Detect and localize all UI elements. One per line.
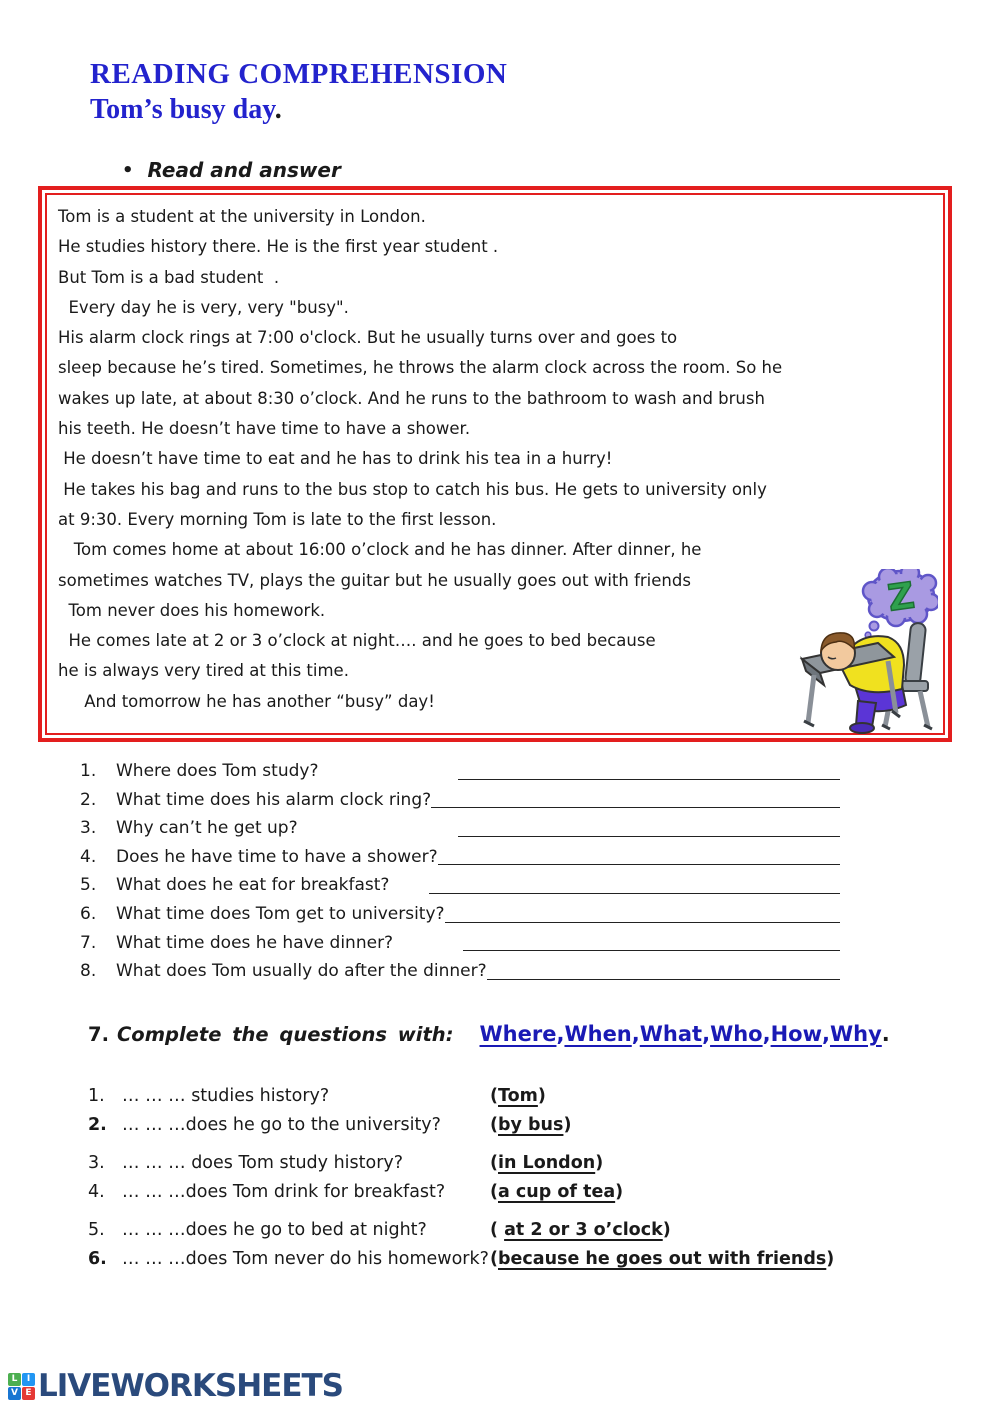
passage-line: wakes up late, at about 8:30 o’clock. And he runs to the bathroom to wash and brush bbox=[58, 388, 765, 408]
passage-line: He doesn’t have time to eat and he has to drink his tea in a hurry! bbox=[58, 449, 613, 469]
answer-blank[interactable] bbox=[438, 863, 840, 865]
passage-line: But Tom is a bad student . bbox=[58, 267, 280, 287]
paren-close: ) bbox=[662, 1220, 671, 1240]
exercise7-heading bbox=[88, 1022, 890, 1046]
question-row bbox=[80, 900, 840, 929]
option-separator: , bbox=[556, 1022, 565, 1046]
logo-square-i: I bbox=[22, 1373, 35, 1386]
answer-hint: because he goes out with friends bbox=[498, 1249, 827, 1269]
question-number: 8. bbox=[80, 961, 97, 982]
answer-blank[interactable] bbox=[458, 778, 840, 780]
question-number: 7. bbox=[80, 932, 97, 953]
answer-hint: a cup of tea bbox=[498, 1182, 616, 1202]
question-text: What does he eat for breakfast? bbox=[116, 875, 390, 896]
logo-square-l: L bbox=[8, 1373, 21, 1386]
answer-hint: in London bbox=[498, 1153, 596, 1173]
bullet-icon: • bbox=[122, 159, 134, 181]
fill-in-row bbox=[88, 1245, 948, 1274]
paren-open: ( bbox=[490, 1249, 498, 1269]
fill-in-question[interactable]: … … …does Tom never do his homework? bbox=[122, 1249, 489, 1269]
liveworksheets-logo-icon bbox=[8, 1373, 35, 1400]
question-number: 5. bbox=[80, 875, 97, 896]
option-word-where: Where bbox=[479, 1022, 557, 1046]
option-separator: , bbox=[762, 1022, 771, 1046]
question-row bbox=[80, 814, 840, 843]
exercise7-label: Complete the questions with: bbox=[116, 1023, 454, 1046]
sleeping-student-illustration bbox=[798, 569, 938, 734]
fill-in-answer bbox=[490, 1111, 948, 1140]
page-title: READING COMPREHENSION bbox=[90, 58, 508, 90]
thought-bubble-icon bbox=[863, 569, 938, 638]
fill-in-answer bbox=[490, 1082, 948, 1111]
instruction-line bbox=[122, 158, 341, 182]
fill-in-row bbox=[88, 1216, 948, 1245]
fill-in-question[interactable]: … … …does he go to the university? bbox=[122, 1115, 441, 1135]
fill-in-row bbox=[88, 1111, 948, 1140]
fill-in-question[interactable]: … … … studies history? bbox=[122, 1086, 330, 1106]
question-number: 4. bbox=[80, 846, 97, 867]
fill-in-number: 6. bbox=[88, 1249, 107, 1269]
paren-open: ( bbox=[490, 1182, 498, 1202]
question-text: What does Tom usually do after the dinner? bbox=[116, 961, 487, 982]
answer-hint: by bus bbox=[498, 1115, 564, 1135]
question-number: 2. bbox=[80, 789, 97, 810]
fill-in-row bbox=[88, 1178, 948, 1207]
paren-open: ( bbox=[490, 1153, 498, 1173]
fill-in-number: 5. bbox=[88, 1220, 105, 1240]
question-text: What time does he have dinner? bbox=[116, 932, 394, 953]
passage-line: He takes his bag and runs to the bus stop to catch his bus. He gets to university only bbox=[58, 479, 767, 499]
passage-line: sometimes watches TV, plays the guitar but he usually goes out with friends bbox=[58, 570, 691, 590]
answer-blank[interactable] bbox=[458, 835, 840, 837]
passage-line: his teeth. He doesn’t have time to have a shower. bbox=[58, 419, 471, 439]
exercise7-list bbox=[88, 1082, 948, 1274]
fill-in-question[interactable]: … … …does he go to bed at night? bbox=[122, 1220, 427, 1240]
fill-in-number: 1. bbox=[88, 1086, 105, 1106]
answer-blank[interactable] bbox=[463, 949, 840, 951]
logo-square-e: E bbox=[22, 1387, 35, 1400]
question-row bbox=[80, 871, 840, 900]
option-word-what: What bbox=[639, 1022, 703, 1046]
fill-in-answer bbox=[490, 1149, 948, 1178]
option-period: . bbox=[881, 1022, 890, 1046]
option-separator: , bbox=[631, 1022, 640, 1046]
liveworksheets-logo[interactable] bbox=[8, 1368, 343, 1404]
passage-line: He studies history there. He is the first year student . bbox=[58, 237, 499, 257]
question-row bbox=[80, 843, 840, 872]
passage-line: Every day he is very, very "busy". bbox=[58, 297, 349, 317]
paren-close: ) bbox=[826, 1249, 835, 1269]
question-number: 3. bbox=[80, 818, 97, 839]
fill-in-number: 3. bbox=[88, 1153, 105, 1173]
fill-in-number: 2. bbox=[88, 1115, 107, 1135]
questions-section bbox=[80, 757, 840, 986]
fill-in-answer bbox=[490, 1178, 948, 1207]
fill-in-answer bbox=[490, 1245, 948, 1274]
question-row bbox=[80, 757, 840, 786]
paren-open: ( bbox=[490, 1086, 498, 1106]
paren-open: ( bbox=[490, 1115, 498, 1135]
paren-close: ) bbox=[595, 1153, 604, 1173]
option-word-how: How bbox=[770, 1022, 822, 1046]
paren-close: ) bbox=[615, 1182, 624, 1202]
fill-in-question[interactable]: … … …does Tom drink for breakfast? bbox=[122, 1182, 446, 1202]
passage-line: Tom is a student at the university in London. bbox=[58, 207, 426, 226]
student-head-shape bbox=[821, 633, 855, 670]
option-word-when: When bbox=[564, 1022, 632, 1046]
fill-in-question[interactable]: … … … does Tom study history? bbox=[122, 1153, 404, 1173]
passage-line: He comes late at 2 or 3 o’clock at night…. and he goes to bed because bbox=[58, 631, 656, 651]
answer-blank[interactable] bbox=[429, 892, 840, 894]
subtitle-period: . bbox=[274, 94, 282, 125]
question-text: Where does Tom study? bbox=[116, 761, 319, 781]
passage-line: sleep because he’s tired. Sometimes, he throws the alarm clock across the room. So he bbox=[58, 358, 783, 378]
passage-line: Tom comes home at about 16:00 o’clock and he has dinner. After dinner, he bbox=[58, 540, 702, 560]
question-number: 6. bbox=[80, 903, 97, 924]
fill-in-row bbox=[88, 1149, 948, 1178]
passage-line: he is always very tired at this time. bbox=[58, 661, 349, 681]
question-text: Does he have time to have a shower? bbox=[116, 846, 438, 867]
subtitle-text: Tom’s busy day bbox=[90, 94, 275, 125]
question-row bbox=[80, 929, 840, 958]
answer-blank[interactable] bbox=[445, 921, 840, 923]
reading-passage-box bbox=[38, 186, 952, 742]
question-text: What time does Tom get to university? bbox=[116, 903, 445, 924]
answer-hint: at 2 or 3 o’clock bbox=[504, 1220, 663, 1240]
question-text: Why can’t he get up? bbox=[116, 818, 298, 839]
paren-close: ) bbox=[563, 1115, 572, 1135]
question-text: What time does his alarm clock ring? bbox=[116, 789, 432, 810]
exercise7-number: 7. bbox=[88, 1023, 109, 1046]
logo-text: LIVEWORKSHEETS bbox=[38, 1368, 343, 1404]
paren-close: ) bbox=[537, 1086, 546, 1106]
question-row bbox=[80, 786, 840, 815]
answer-blank[interactable] bbox=[431, 806, 840, 808]
option-word-why: Why bbox=[829, 1022, 882, 1046]
question-number: 1. bbox=[80, 761, 97, 781]
option-separator: , bbox=[702, 1022, 711, 1046]
bubble-letter-z: Z bbox=[885, 575, 917, 620]
option-word-who: Who bbox=[710, 1022, 763, 1046]
option-separator: , bbox=[822, 1022, 830, 1046]
logo-square-v: V bbox=[8, 1387, 21, 1400]
answer-hint: Tom bbox=[498, 1086, 538, 1106]
question-row bbox=[80, 957, 840, 986]
paren-open: ( bbox=[490, 1220, 505, 1240]
passage-line: at 9:30. Every morning Tom is late to the first lesson. bbox=[58, 509, 497, 529]
fill-in-number: 4. bbox=[88, 1182, 105, 1202]
title-block bbox=[90, 56, 507, 128]
passage-line: Tom never does his homework. bbox=[58, 600, 326, 620]
instruction-text: Read and answer bbox=[147, 158, 341, 182]
passage-line: His alarm clock rings at 7:00 o'clock. But he usually turns over and goes to bbox=[58, 328, 678, 348]
page-subtitle bbox=[90, 92, 507, 128]
passage-line: And tomorrow he has another “busy” day! bbox=[58, 691, 435, 711]
answer-blank[interactable] bbox=[487, 978, 840, 980]
fill-in-answer bbox=[490, 1216, 948, 1245]
fill-in-row bbox=[88, 1082, 948, 1111]
